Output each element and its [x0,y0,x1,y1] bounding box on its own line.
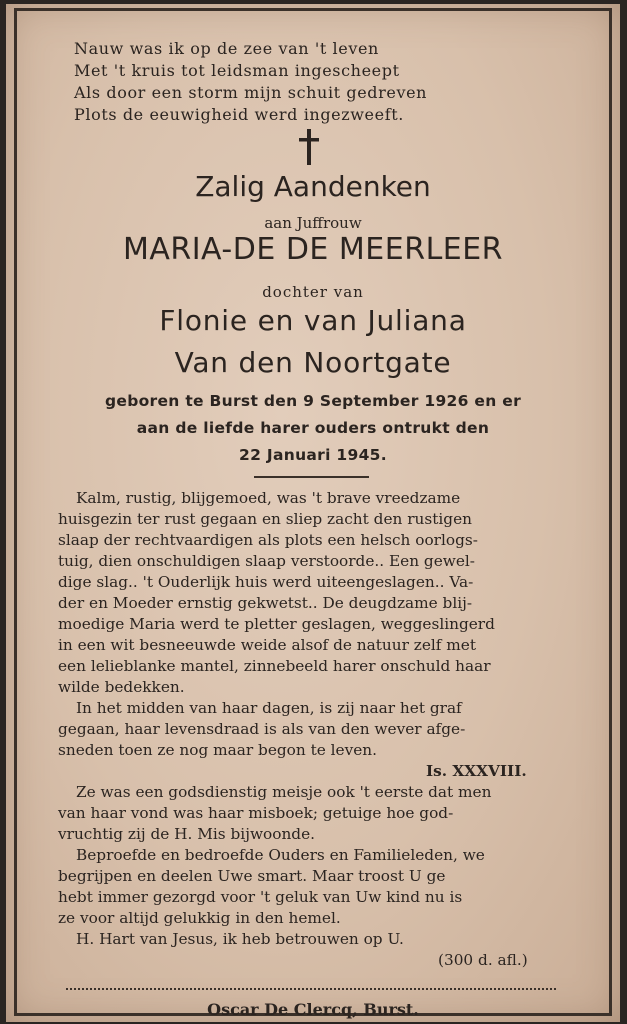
body-line: slaap der rechtvaardigen als plots een helsch oorlogs- [58,531,478,549]
memorial-card [6,4,620,1022]
divider [254,476,369,478]
pre-parents: dochter van [262,283,364,301]
body-line: hebt immer gezorgd voor 't geluk van Uw kind nu is [58,888,463,906]
pre-name: aan Juffrouw [264,214,362,232]
body-line: een lelieblanke mantel, zinnebeeld harer onschuld haar [58,657,491,675]
body-line: Ze was een godsdienstig meisje ook 't eerste dat men [76,783,492,801]
heading: Zalig Aandenken [195,170,431,203]
body-line: van haar vond was haar misboek; getuige hoe god- [58,804,454,822]
body-line: huisgezin ter rust gegaan en sliep zacht den rustigen [58,510,472,528]
body-line: der en Moeder ernstig gekwetst.. De deugdzame blij- [58,594,473,612]
poem [74,38,427,126]
body-line: gegaan, haar levensdraad is als van den wever afge- [58,720,466,738]
scripture-reference: Is. XXXVIII. [426,762,527,780]
deceased-name: MARIA-DE DE MEERLEER [122,232,504,267]
body-line: sneden toen ze nog maar begon te leven. [58,741,378,759]
dates-line: aan de liefde harer ouders ontrukt den [136,419,490,437]
body-line: begrijpen en deelen Uwe smart. Maar troost U ge [58,867,446,885]
dates-line: geboren te Burst den 9 September 1926 en er [104,392,522,410]
poem-line: Als door een storm mijn schuit gedreven [74,83,428,102]
body-line: Kalm, rustig, blijgemoed, was 't brave vreedzame [76,489,461,507]
indulgence-note: (300 d. afl.) [438,951,528,969]
body-line: In het midden van haar dagen, is zij naar het graf [76,699,462,717]
prayer-line: H. Hart van Jesus, ik heb betrouwen op U. [76,930,404,948]
poem-line: Met 't kruis tot leidsman ingescheept [74,61,400,80]
poem-line: Nauw was ik op de zee van 't leven [74,39,379,58]
body-line: moedige Maria werd te pletter geslagen, weggeslingerd [58,615,495,633]
parents-line-2: Van den Noortgate [174,346,452,379]
body-line: tuig, dien onschuldigen slaap verstoorde.. Een gewel- [58,552,475,570]
body-line: ze voor altijd gelukkig in den hemel. [58,909,341,927]
body-line: wilde bedekken. [58,678,185,696]
body-text [58,488,578,971]
body-line: Beproefde en bedroefde Ouders en Familieleden, we [76,846,485,864]
parents-line-1: Flonie en van Juliana [159,304,467,337]
poem-line: Plots de eeuwigheid werd ingezweeft. [74,105,404,124]
dates-line: 22 Januari 1945. [239,446,387,464]
cross-icon [294,128,324,166]
body-line: in een wit besneeuwde weide alsof de natuur zelf met [58,636,477,654]
dotted-divider [66,988,556,990]
printer-imprint: Oscar De Clercq, Burst. [207,1000,419,1019]
body-line: vruchtig zij de H. Mis bijwoonde. [58,825,316,843]
body-line: dige slag.. 't Ouderlijk huis werd uiteengeslagen.. Va- [58,573,474,591]
